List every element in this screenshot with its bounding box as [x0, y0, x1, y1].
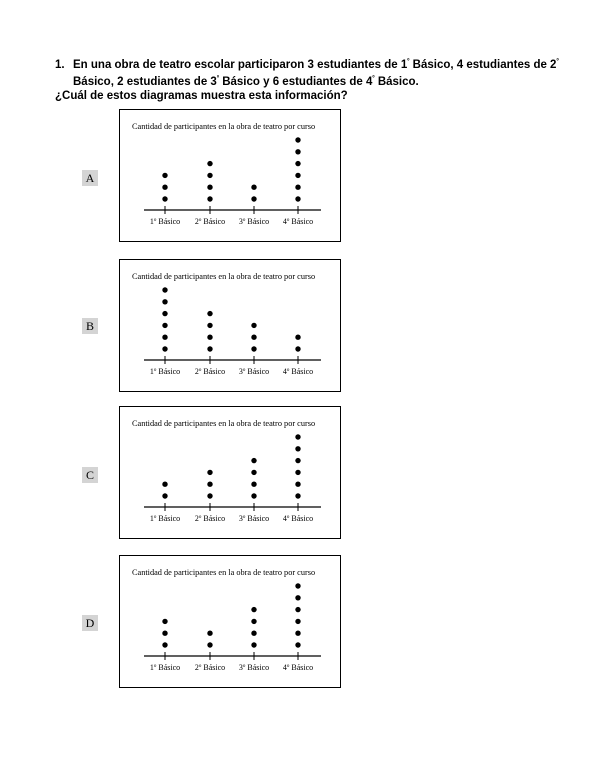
x-tick-label: 4$^o$ Básico — [282, 217, 314, 226]
option-label-c[interactable]: C — [82, 467, 98, 483]
dot-plot-a — [120, 110, 342, 243]
data-dot — [251, 185, 256, 190]
data-dot — [295, 149, 300, 154]
chart-panel-c[interactable] — [119, 406, 341, 539]
data-dot — [295, 137, 300, 142]
x-tick-label: 2$^o$ Básico — [194, 217, 226, 226]
data-dot — [251, 631, 256, 636]
data-dot — [162, 185, 167, 190]
data-dot — [295, 470, 300, 475]
data-dot — [207, 335, 212, 340]
data-dot — [295, 595, 300, 600]
data-dot — [162, 196, 167, 201]
data-dot — [295, 607, 300, 612]
data-dot — [162, 173, 167, 178]
data-dot — [207, 470, 212, 475]
data-dot — [162, 346, 167, 351]
data-dot — [295, 446, 300, 451]
data-dot — [207, 493, 212, 498]
data-dot — [162, 311, 167, 316]
x-tick-label: 3$^o$ Básico — [238, 514, 270, 523]
data-dot — [251, 493, 256, 498]
data-dot — [251, 335, 256, 340]
data-dot — [295, 619, 300, 624]
x-tick-label: 1$^o$ Básico — [149, 217, 181, 226]
dot-plot-b — [120, 260, 342, 393]
data-dot — [251, 619, 256, 624]
question — [55, 55, 559, 103]
data-dot — [295, 434, 300, 439]
question-line-2: Básico, 2 estudiantes de $3^º$ Básico y 6 estudiantes de $4^º$ Básico. — [73, 75, 419, 88]
chart-title: Cantidad de participantes en la obra de teatro por curso — [132, 419, 316, 428]
data-dot — [162, 619, 167, 624]
option-label-d[interactable]: D — [82, 615, 98, 631]
data-dot — [251, 482, 256, 487]
data-dot — [295, 346, 300, 351]
chart-title: Cantidad de participantes en la obra de teatro por curso — [132, 272, 316, 281]
data-dot — [251, 196, 256, 201]
data-dot — [207, 196, 212, 201]
question-number: 1. — [55, 58, 65, 71]
data-dot — [162, 323, 167, 328]
data-dot — [295, 458, 300, 463]
data-dot — [207, 642, 212, 647]
x-tick-label: 3$^o$ Básico — [238, 217, 270, 226]
data-dot — [251, 458, 256, 463]
data-dot — [295, 631, 300, 636]
data-dot — [295, 493, 300, 498]
data-dot — [207, 482, 212, 487]
data-dot — [162, 335, 167, 340]
x-tick-label: 3$^o$ Básico — [238, 663, 270, 672]
data-dot — [162, 482, 167, 487]
data-dot — [162, 287, 167, 292]
chart-panel-b[interactable] — [119, 259, 341, 392]
data-dot — [295, 335, 300, 340]
data-dot — [207, 173, 212, 178]
data-dot — [162, 299, 167, 304]
data-dot — [162, 642, 167, 647]
data-dot — [251, 323, 256, 328]
data-dot — [295, 196, 300, 201]
data-dot — [207, 161, 212, 166]
x-tick-label: 4$^o$ Básico — [282, 514, 314, 523]
data-dot — [295, 185, 300, 190]
x-tick-label: 2$^o$ Básico — [194, 663, 226, 672]
chart-panel-d[interactable] — [119, 555, 341, 688]
x-tick-label: 4$^o$ Básico — [282, 663, 314, 672]
question-line-1: 1. En una obra de teatro escolar participaron 3 estudiantes de $1^º$ Básico, 4 estudiantes de $2^º$ — [55, 58, 559, 71]
x-tick-label: 2$^o$ Básico — [194, 367, 226, 376]
x-tick-label: 3$^o$ Básico — [238, 367, 270, 376]
dot-plot-c — [120, 407, 342, 540]
data-dot — [207, 323, 212, 328]
data-dot — [295, 642, 300, 647]
question-prompt: ¿Cuál de estos diagramas muestra esta información? — [55, 89, 348, 102]
data-dot — [295, 482, 300, 487]
data-dot — [251, 346, 256, 351]
x-tick-label: 2$^o$ Básico — [194, 514, 226, 523]
data-dot — [207, 631, 212, 636]
data-dot — [207, 185, 212, 190]
chart-title: Cantidad de participantes en la obra de teatro por curso — [132, 568, 316, 577]
x-tick-label: 1$^o$ Básico — [149, 663, 181, 672]
x-tick-label: 4$^o$ Básico — [282, 367, 314, 376]
data-dot — [251, 470, 256, 475]
chart-title: Cantidad de participantes en la obra de teatro por curso — [132, 122, 316, 131]
data-dot — [162, 631, 167, 636]
x-tick-label: 1$^o$ Básico — [149, 367, 181, 376]
dot-plot-d — [120, 556, 342, 689]
data-dot — [295, 583, 300, 588]
chart-panel-a[interactable] — [119, 109, 341, 242]
option-label-b[interactable]: B — [82, 318, 98, 334]
data-dot — [295, 173, 300, 178]
data-dot — [251, 607, 256, 612]
data-dot — [207, 346, 212, 351]
data-dot — [251, 642, 256, 647]
data-dot — [295, 161, 300, 166]
option-label-a[interactable]: A — [82, 170, 98, 186]
data-dot — [207, 311, 212, 316]
x-tick-label: 1$^o$ Básico — [149, 514, 181, 523]
data-dot — [162, 493, 167, 498]
